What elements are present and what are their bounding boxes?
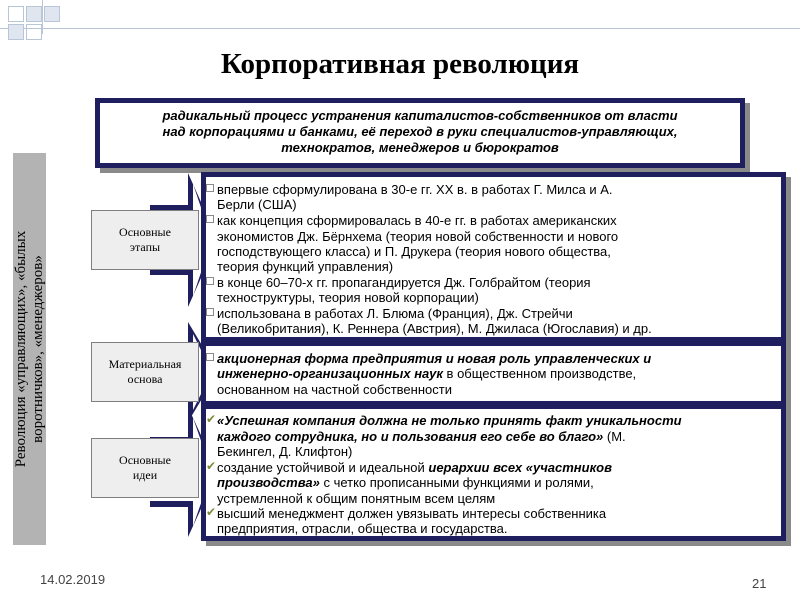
section-label-stages	[91, 210, 199, 270]
section-label-line: этапы	[129, 240, 161, 254]
check-bullet-icon: ✔	[206, 412, 217, 426]
corner-square	[44, 6, 60, 22]
section-label-line: идеи	[132, 468, 158, 482]
section-label-line: Материальная	[108, 357, 182, 371]
material-panel: акционерная форма предприятия и новая роль управленческих и инженерно-организационных наук в общественном производстве, основанном на частной собственности	[201, 341, 786, 406]
square-bullet-icon	[206, 353, 214, 361]
square-bullet-icon	[206, 215, 214, 223]
square-bullet-icon	[206, 184, 214, 192]
header-rule	[0, 28, 800, 29]
definition-box	[95, 98, 745, 168]
slide-date: 14.02.2019	[40, 572, 106, 587]
square-bullet-icon	[206, 277, 214, 285]
stages-panel: впервые сформулирована в 30-е гг. ХХ в. в работах Г. Милса и А. Берли (США) как концепция сформировалась в 40-е гг. в работах американских экономистов Дж. Бёрнхема (теория новой собственности и нового господствующего класса) и П. Друкера (теория нового общества, теория функций управления) в конце 60–70-х гг. пропагандируется Дж. Голбрайтом (теория техноструктуры, теория новой корпорации) использована в работах Л. Блюма (Франция), Дж. Стрейчи (Великобритания), К. Реннера (Австрия), М. Джиласа (Югославия) и др.	[201, 172, 786, 342]
side-bar	[13, 153, 46, 545]
corner-square	[26, 6, 42, 22]
side-bar-label	[13, 149, 47, 549]
definition-text	[100, 108, 740, 156]
definition-line: технократов, менеджеров и бюрократов	[281, 140, 559, 155]
square-bullet-icon	[206, 308, 214, 316]
corner-square	[26, 24, 42, 40]
section-label-ideas	[91, 438, 199, 498]
ideas-panel: ✔ «Успешная компания должна не только принять факт уникальности каждого сотрудника, но и пользования его себе во благо» (М. Бекингел, Д. Клифтон) ✔ создание устойчивой и идеальной иерархии всех «участников производства» с четко прописанными функциями и ролями, устремленной к общим понятным всем целям ✔ высший менеджмент должен увязывать интересы собственника предприятия, отрасли, общества и государства.	[201, 404, 786, 541]
section-label-line: основа	[127, 372, 163, 386]
section-label-line: Основные	[119, 225, 171, 239]
section-label-line: Основные	[119, 453, 171, 467]
side-label-line: Революция «управляющих», «былых	[12, 230, 29, 468]
page-number: 21	[752, 576, 767, 591]
corner-square	[8, 24, 24, 40]
check-bullet-icon: ✔	[206, 505, 217, 519]
section-label-material	[91, 342, 199, 402]
corner-square	[8, 6, 24, 22]
check-bullet-icon: ✔	[206, 459, 217, 473]
side-label-line: воротничков», «менеджеров»	[29, 255, 46, 443]
definition-line: радикальный процесс устранения капиталистов-собственников от власти	[162, 108, 678, 123]
slide-title: Корпоративная революция	[220, 48, 580, 80]
header-vertical-rule	[42, 0, 43, 34]
definition-line: над корпорациями и банками, её переход в руки специалистов-управляющих,	[162, 124, 678, 139]
